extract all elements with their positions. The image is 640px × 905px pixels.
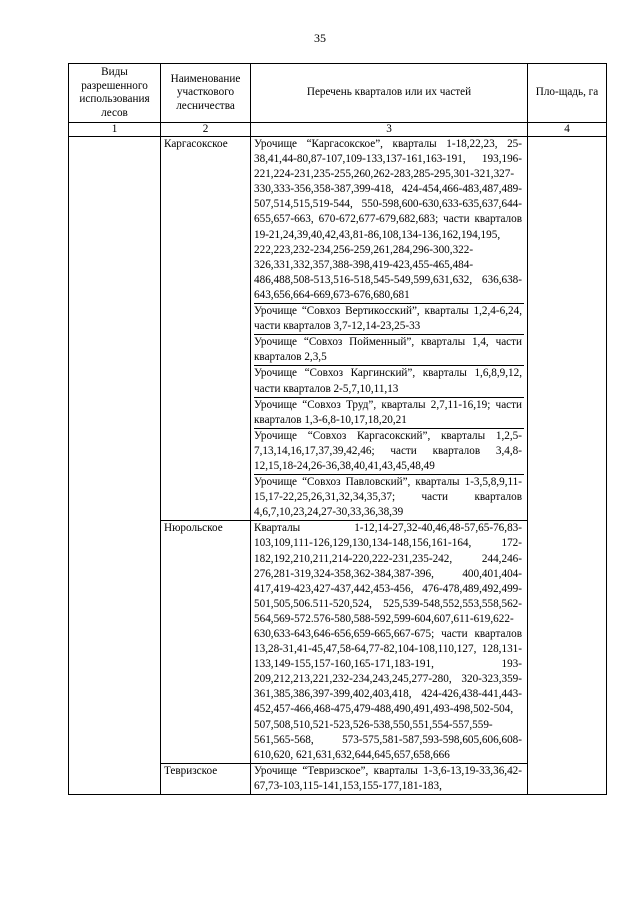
forestry-name: Каргасокское bbox=[161, 137, 251, 521]
quarters-segment: Урочище “Совхоз Павловский”, кварталы 1-3,5,8,9,11-15,17-22,25,26,31,32,34,35,37; части кварталов 4,6,7,10,23,24,27-30,33,36,38,39 bbox=[254, 476, 522, 519]
quarters-cell bbox=[251, 763, 528, 794]
quarters-cell bbox=[251, 137, 528, 521]
quarters-segment: Урочище “Совхоз Каргасокский”, кварталы 1,2,5-7,13,14,16,17,37,39,42,46; части кварталов 3,4,8-12,15,18-24,26-36,38,40,41,43,45,48,49 bbox=[254, 429, 524, 475]
quarters-cell bbox=[251, 521, 528, 764]
quarters-segment: Урочище “Совхоз Каргинский”, кварталы 1,6,8,9,12, части кварталов 2-5,7,10,11,13 bbox=[254, 366, 524, 397]
header-area: Пло-щадь, га bbox=[528, 64, 607, 123]
forestry-name: Тевризское bbox=[161, 763, 251, 794]
quarters-segment: Урочище “Тевризское”, кварталы 1-3,6-13,19-33,36,42-67,73-103,115-141,153,155-177,181-183, bbox=[254, 764, 522, 792]
column-number: 2 bbox=[161, 123, 251, 137]
column-number: 1 bbox=[69, 123, 161, 137]
quarters-segment: Урочище “Совхоз Пойменный”, кварталы 1,4, части кварталов 2,3,5 bbox=[254, 335, 524, 366]
page-number: 35 bbox=[314, 31, 326, 45]
column-number: 3 bbox=[251, 123, 528, 137]
table-header-row bbox=[69, 64, 607, 123]
header-forestry-name: Наименование участкового лесничества bbox=[161, 64, 251, 123]
quarters-segment: Урочище “Каргасокское”, кварталы 1-18,22,23, 25-38,41,44-80,87-107,109-133,137-161,163-191, 193,196-221,224-231,235-255,260,262-283,285-295,301-321,327-330,333-356,358-387,399-418, 424-454,466-483,487,489-507,514,515,519-544, 550-598,600-630,633-635,637,644-655,657-663, 670-672,677-679,682,683; части кварталов 19-21,24,39,40,42,43,81-86,108,134-136,162,194,195, 222,223,232-234,256-259,261,284,296-300,322-326,331,332,357,388-398,419-423,455-465,484-486,488,508-513,516-518,545-549,599,631,632, 636,638-643,656,664-669,673-676,680,681 bbox=[254, 137, 524, 304]
forest-use-table bbox=[68, 63, 607, 795]
column-number-row bbox=[69, 123, 607, 137]
quarters-segment: Кварталы 1-12,14-27,32-40,46,48-57,65-76,83-103,109,111-126,129,130,134-148,156,161-164, 172-182,192,210,211,214-220,222-231,235-242, 244,246-276,281-319,324-358,362-384,387-396, 400,401,404-417,419-423,427-437,442,453-456, 476-478,489,492,499-501,505,506.511-520,524, 525,539-548,552,553,558,562-564,569-572.576-580,588-592,599-604,607,611-619,622-630,633-643,646-656,659-665,667-675; части кварталов 13,28-31,41-45,47,58-64,77-82,104-108,110,127, 128,131-133,149-155,157-160,165-171,183-191, 193-209,212,213,221,232-234,243,245,277-280, 320-323,359-361,385,386,397-399,402,403,418, 424-426,438-441,443-452,457-466,468-475,479-488,490,491,493-498,502-504, 507,508,510,521-523,526-538,550,551,554-557,559-561,565-568, 573-575,581-587,593-598,605,606,608-610,620, 621,631,632,644,645,657,658,666 bbox=[254, 522, 522, 761]
use-type-cell bbox=[69, 137, 161, 795]
header-quarters-list: Перечень кварталов или их частей bbox=[251, 64, 528, 123]
area-cell bbox=[528, 137, 607, 795]
forestry-name: Нюрольское bbox=[161, 521, 251, 764]
table-row bbox=[69, 137, 607, 521]
quarters-segment: Урочище “Совхоз Вертикосский”, кварталы 1,2,4-6,24, части кварталов 3,7-12,14-23,25-33 bbox=[254, 304, 524, 335]
column-number: 4 bbox=[528, 123, 607, 137]
quarters-segment: Урочище “Совхоз Труд”, кварталы 2,7,11-16,19; части кварталов 1,3-6,8-10,17,18,20,21 bbox=[254, 398, 524, 429]
header-use-types: Виды разрешенного использования лесов bbox=[69, 64, 161, 123]
